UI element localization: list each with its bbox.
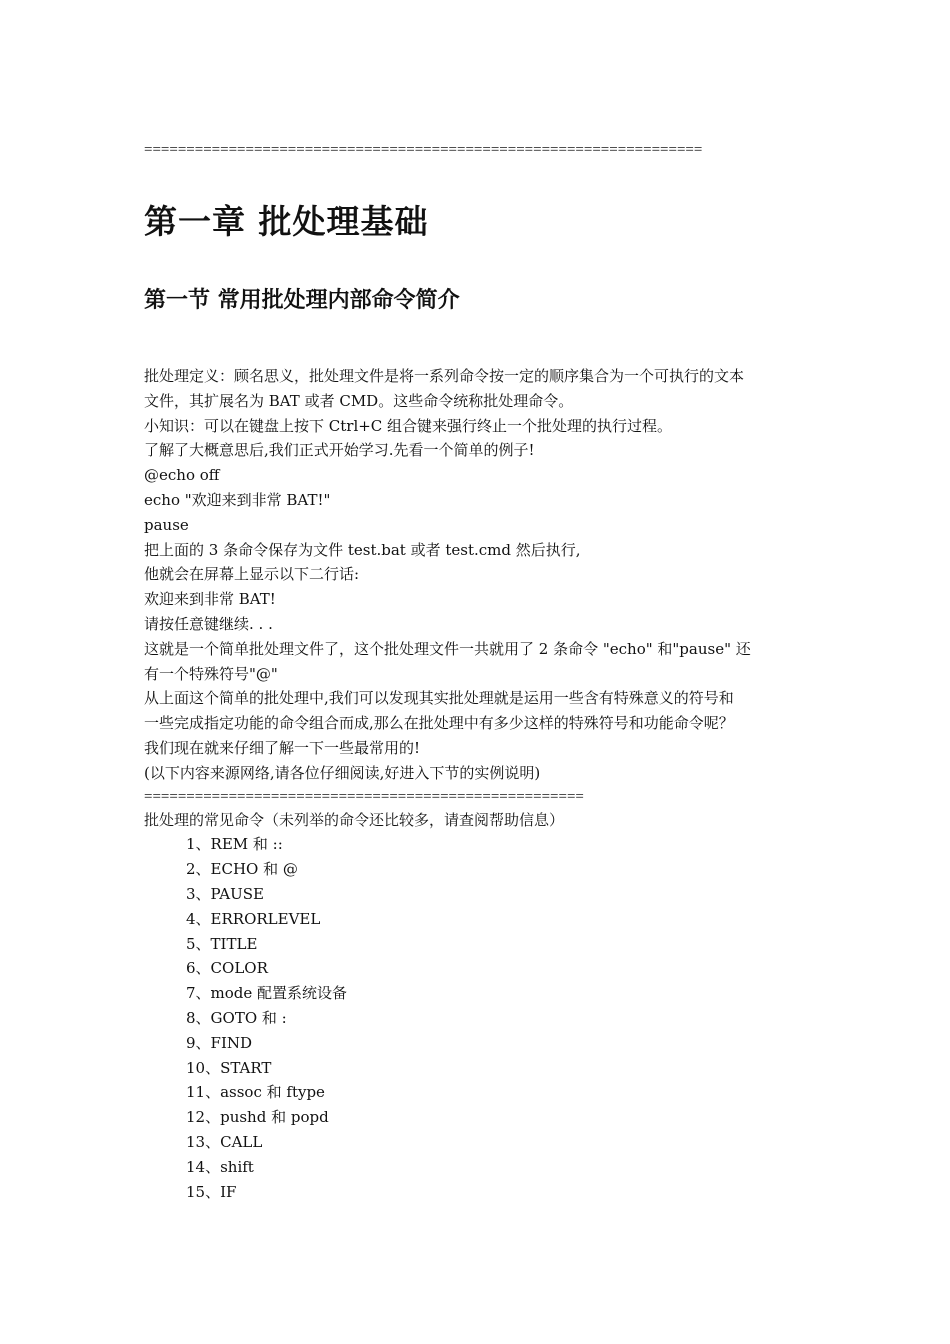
paragraph-line: (以下内容来源网络,请各位仔细阅读,好进入下节的实例说明)	[144, 763, 541, 782]
paragraph-line: 批处理定义：顾名思义，批处理文件是将一系列命令按一定的顺序集合为一个可执行的文本	[144, 367, 745, 385]
command-list-item: 7、mode 配置系统设备	[186, 984, 348, 1003]
paragraph-line: 从上面这个简单的批处理中,我们可以发现其实批处理就是运用一些含有特殊意义的符号和	[144, 689, 734, 708]
command-list-item: 5、TITLE	[186, 934, 258, 953]
paragraph-line: 文件，其扩展名为 BAT 或者 CMD。这些命令统称批处理命令。	[144, 391, 574, 410]
mid-separator-rule: ====================================================	[144, 788, 584, 805]
document-page	[144, 140, 808, 1204]
command-list-item: 2、ECHO 和 @	[186, 860, 298, 879]
command-list-item: 9、FIND	[186, 1033, 253, 1052]
code-line: echo "欢迎来到非常 BAT!"	[144, 490, 331, 509]
output-line: 欢迎来到非常 BAT!	[144, 590, 276, 609]
paragraph-line: 我们现在就来仔细了解一下一些最常用的!	[144, 738, 421, 757]
command-list-item: 8、GOTO 和 :	[186, 1008, 287, 1027]
document-body	[144, 364, 808, 1204]
command-list-item: 10、START	[186, 1058, 272, 1077]
command-list-item: 1、REM 和 ::	[186, 835, 283, 854]
code-line: @echo off	[144, 466, 220, 485]
command-list-item: 14、shift	[186, 1157, 254, 1176]
command-list-item: 4、ERRORLEVEL	[186, 909, 321, 928]
commands-intro: 批处理的常见命令（未列举的命令还比较多，请查阅帮助信息）	[144, 810, 565, 829]
command-list-item: 12、pushd 和 popd	[186, 1108, 329, 1127]
paragraph-line: 一些完成指定功能的命令组合而成,那么在批处理中有多少这样的特殊符号和功能命令呢？	[144, 714, 734, 733]
command-list-item: 11、assoc 和 ftype	[186, 1083, 325, 1102]
chapter-title: 第一章 批处理基础	[144, 202, 429, 241]
section-title: 第一节 常用批处理内部命令简介	[144, 288, 460, 313]
paragraph-line: 这就是一个简单批处理文件了，这个批处理文件一共就用了 2 条命令 "echo" 和"pause" 还	[144, 639, 751, 658]
command-list-item: 13、CALL	[186, 1132, 263, 1151]
output-line: 请按任意键继续. . .	[144, 614, 273, 633]
paragraph-line: 小知识：可以在键盘上按下 Ctrl+C 组合键来强行终止一个批处理的执行过程。	[144, 416, 673, 435]
code-line: pause	[144, 515, 189, 534]
paragraph-line: 他就会在屏幕上显示以下二行话:	[144, 565, 360, 584]
command-list-item: 6、COLOR	[186, 959, 268, 978]
command-list-item: 3、PAUSE	[186, 884, 264, 903]
paragraph-line: 有一个特殊符号"@"	[144, 664, 278, 683]
command-list	[144, 832, 808, 1204]
paragraph-line: 了解了大概意思后,我们正式开始学习.先看一个简单的例子!	[144, 441, 535, 460]
paragraph-line: 把上面的 3 条命令保存为文件 test.bat 或者 test.cmd 然后执行,	[144, 540, 581, 559]
command-list-item: 15、IF	[186, 1182, 237, 1201]
top-separator-rule: ==================================================================	[144, 142, 703, 158]
